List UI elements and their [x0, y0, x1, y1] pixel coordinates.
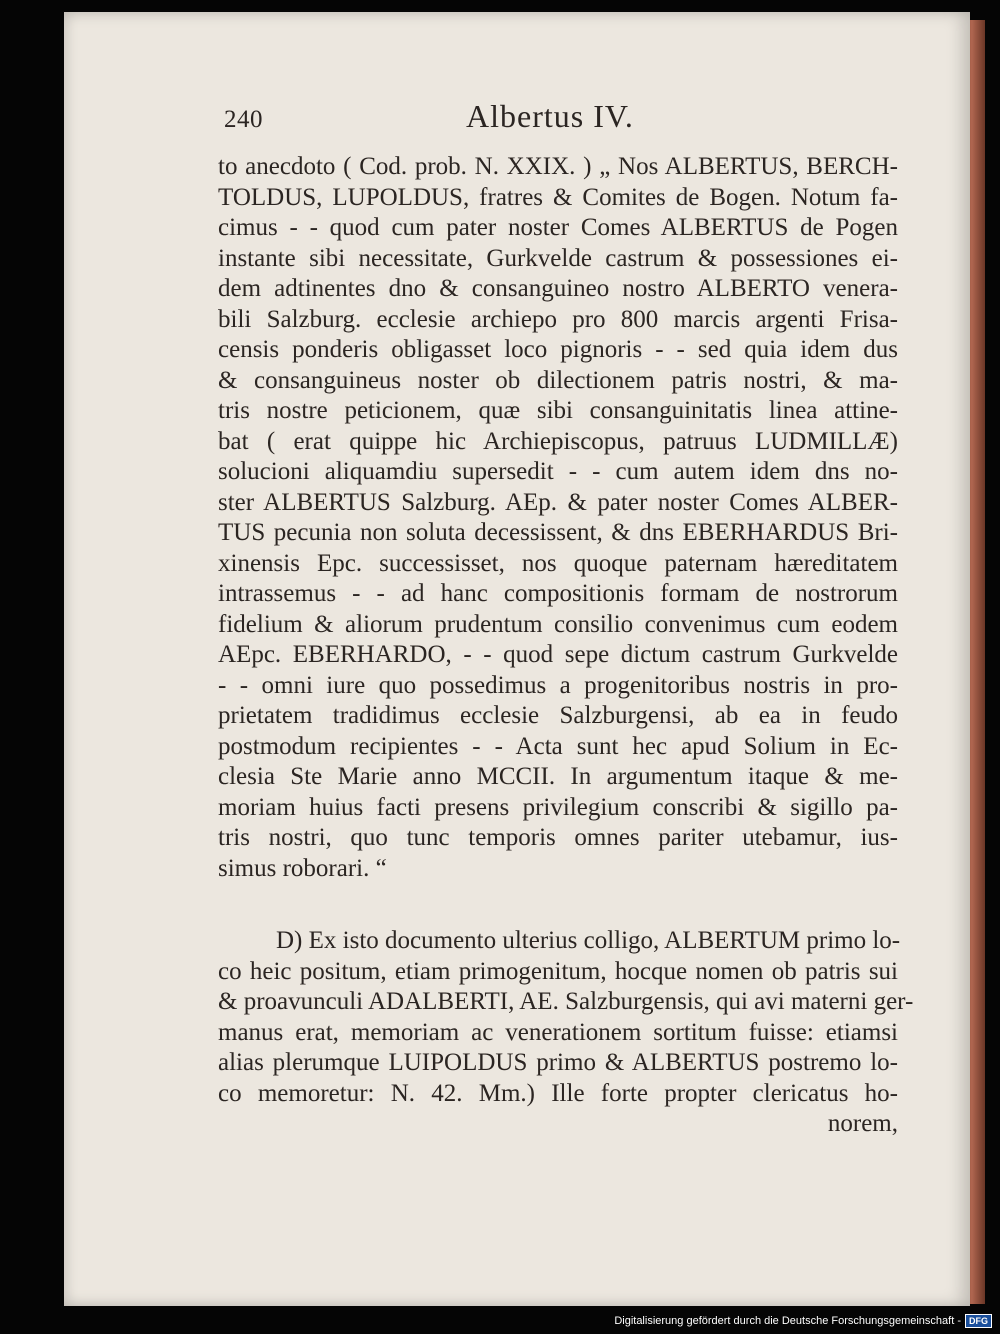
page-number: 240 — [224, 106, 263, 133]
text-line: moriam huius facti presens privilegium conscribi & sigillo pa- — [218, 793, 898, 821]
text-line: xinensis Epc. successisset, nos quoque paternam hæreditatem — [218, 549, 898, 577]
text-line: prietatem tradidimus ecclesie Salzburgensi, ab ea in feudo — [218, 702, 898, 729]
digitization-credit — [614, 1314, 992, 1328]
paragraph-d — [218, 926, 914, 1140]
text-block — [218, 96, 914, 1140]
paragraph-charter-quote — [218, 152, 898, 884]
text-line: - - omni iure quo possedimus a progenitoribus nostris in pro- — [218, 671, 898, 699]
text-line: dem adtinentes dno & consanguineo nostro ALBERTO venera- — [218, 275, 898, 302]
paragraph-gap — [218, 884, 898, 926]
text-line: TOLDUS, LUPOLDUS, fratres & Comites de Bogen. Notum fa- — [218, 183, 898, 211]
text-line: manus erat, memoriam ac venerationem sortitum fuisse: etiamsi — [218, 1018, 898, 1046]
text-line: fidelium & aliorum prudentum consilio convenimus cum eodem — [218, 610, 898, 638]
dfg-logo: DFG — [965, 1314, 992, 1328]
text-line: clesia Ste Marie anno MCCII. In argumentum itaque & me- — [218, 763, 898, 790]
text-line: ster ALBERTUS Salzburg. AEp. & pater noster Comes ALBER- — [218, 488, 898, 516]
text-line: tris nostre peticionem, quæ sibi consanguinitatis linea attine- — [218, 397, 898, 424]
text-line: instante sibi necessitate, Gurkvelde castrum & possessiones ei- — [218, 244, 898, 272]
text-line: bili Salzburg. ecclesie archiepo pro 800 marcis argenti Frisa- — [218, 305, 898, 333]
text-line: to anecdoto ( Cod. prob. N. XXIX. ) „ Nos ALBERTUS, BERCH- — [218, 153, 898, 180]
text-line: tris nostri, quo tunc temporis omnes pariter utebamur, ius- — [218, 824, 898, 851]
text-line: & proavunculi ADALBERTI, AE. Salzburgensis, qui avi materni ger- — [218, 988, 914, 1015]
text-line: D) Ex isto documento ulterius colligo, ALBERTUM primo lo- — [276, 927, 901, 954]
text-line: TUS pecunia non soluta decessissent, & dns EBERHARDUS Bri- — [218, 519, 898, 546]
text-line: bat ( erat quippe hic Archiepiscopus, patruus LUDMILLÆ) — [218, 427, 898, 455]
text-line: cimus - - quod cum pater noster Comes ALBERTUS de Pogen — [218, 214, 898, 241]
text-line: simus roborari. “ — [218, 854, 387, 882]
text-line: intrassemus - - ad hanc compositionis formam de nostrorum — [218, 580, 898, 607]
text-line: solucioni aliquamdiu supersedit - - cum autem idem dns no- — [218, 458, 898, 485]
header-title: Albertus IV. — [466, 98, 634, 134]
catchword: norem, — [827, 1110, 898, 1137]
running-head — [218, 96, 898, 152]
text-line: AEpc. EBERHARDO, - - quod sepe dictum castrum Gurkvelde — [218, 641, 898, 668]
text-line: censis ponderis obligasset loco pignoris - - sed quia idem dus — [218, 336, 898, 363]
text-line: co memoretur: N. 42. Mm.) Ille forte propter clericatus ho- — [218, 1079, 898, 1107]
credit-text: Digitalisierung gefördert durch die Deutsche Forschungsgemeinschaft - — [614, 1315, 961, 1327]
text-line: & consanguineus noster ob dilectionem patris nostri, & ma- — [218, 366, 898, 394]
text-line: co heic positum, etiam primogenitum, hocque nomen ob patris sui — [218, 957, 898, 985]
text-line: alias plerumque LUIPOLDUS primo & ALBERTUS postremo lo- — [218, 1049, 898, 1076]
text-line: postmodum recipientes - - Acta sunt hec apud Solium in Ec- — [218, 732, 898, 760]
